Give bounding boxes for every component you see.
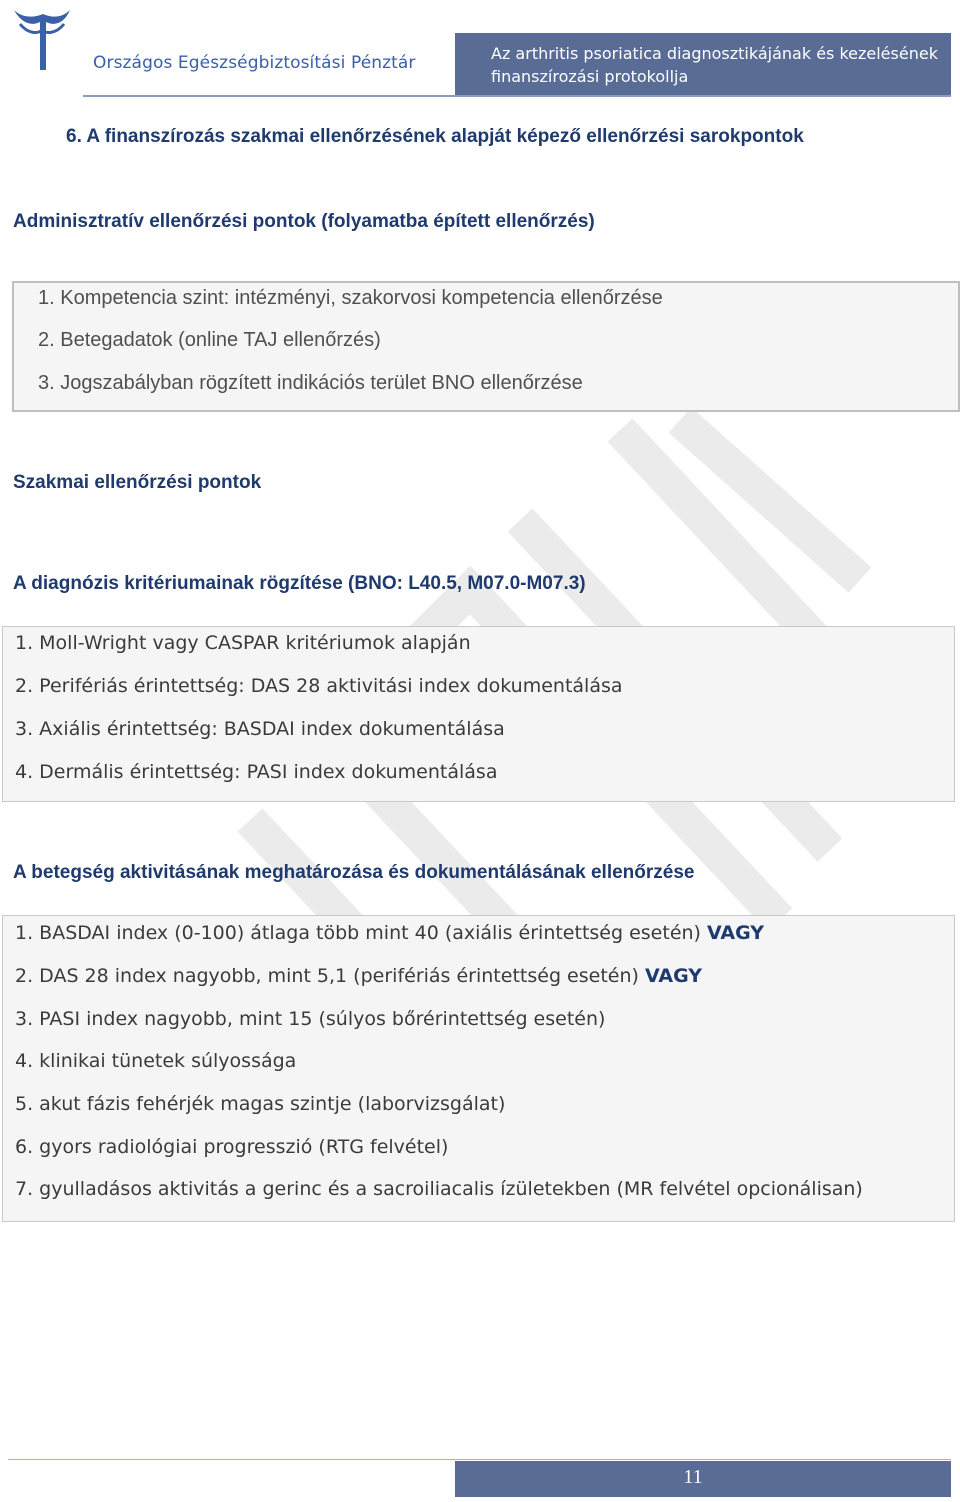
list-item-text: 1. BASDAI index (0-100) átlaga több mint 40 (axiális érintettség esetén) (15, 922, 707, 944)
list-item: 4. Dermális érintettség: PASI index dokumentálása (15, 761, 498, 783)
diagnosis-heading: A diagnózis kritériumainak rögzítése (BNO: L40.5, M07.0-M07.3) (13, 573, 586, 594)
list-item-text: 4. klinikai tünetek súlyossága (15, 1050, 297, 1072)
list-item-emphasis: VAGY (707, 922, 765, 944)
list-item-text: 3. PASI index nagyobb, mint 15 (súlyos bőrérintettség esetén) (15, 1008, 606, 1030)
activity-checklist-box (2, 915, 955, 1222)
oep-logo-icon (10, 4, 74, 72)
professional-heading: Szakmai ellenőrzési pontok (13, 472, 262, 493)
list-item (15, 965, 702, 987)
diagnosis-checklist-box (2, 626, 955, 802)
list-item: 3. Axiális érintettség: BASDAI index dokumentálása (15, 718, 505, 740)
document-title-band (455, 33, 951, 95)
list-item: 3. Jogszabályban rögzített indikációs terület BNO ellenőrzése (38, 372, 583, 394)
document-title-line-2: finanszírozási protokollja (491, 67, 689, 86)
document-title-line-1: Az arthritis psoriatica diagnosztikájának és kezelésének (491, 44, 938, 63)
list-item: 2. Perifériás érintettség: DAS 28 aktivitási index dokumentálása (15, 675, 623, 697)
list-item-text: 2. DAS 28 index nagyobb, mint 5,1 (perifériás érintettség esetén) (15, 965, 645, 987)
list-item (15, 1136, 448, 1158)
header-divider (83, 95, 951, 97)
admin-checklist-box (12, 281, 960, 412)
list-item (15, 1008, 605, 1030)
organization-name: Országos Egészségbiztosítási Pénztár (93, 53, 416, 73)
list-item (15, 922, 764, 944)
list-item-text: 5. akut fázis fehérjék magas szintje (laborvizsgálat) (15, 1093, 506, 1115)
footer-divider (8, 1459, 951, 1460)
list-item-text: 6. gyors radiológiai progresszió (RTG felvétel) (15, 1136, 449, 1158)
page-number: 11 (683, 1466, 703, 1488)
list-item (15, 1178, 863, 1200)
admin-heading: Adminisztratív ellenőrzési pontok (folyamatba épített ellenőrzés) (13, 211, 595, 232)
activity-heading: A betegség aktivitásának meghatározása és dokumentálásának ellenőrzése (13, 862, 695, 883)
list-item (15, 1093, 505, 1115)
list-item-text: 7. gyulladásos aktivitás a gerinc és a sacroiliacalis ízületekben (MR felvétel opcionálisan) (15, 1178, 863, 1200)
list-item: 1. Kompetencia szint: intézményi, szakorvosi kompetencia ellenőrzése (38, 287, 663, 309)
list-item: 1. Moll-Wright vagy CASPAR kritériumok alapján (15, 632, 471, 654)
list-item (15, 1050, 296, 1072)
section-title: 6. A finanszírozás szakmai ellenőrzésének alapját képező ellenőrzési sarokpontok (66, 126, 804, 147)
list-item-emphasis: VAGY (644, 965, 703, 987)
list-item: 2. Betegadatok (online TAJ ellenőrzés) (38, 329, 381, 351)
